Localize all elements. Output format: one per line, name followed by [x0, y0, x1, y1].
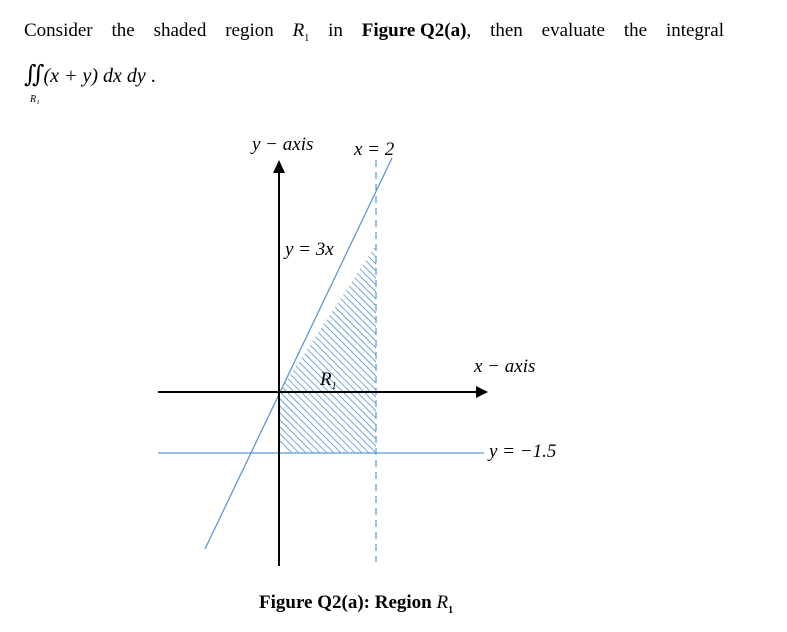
integral-region: R₁	[30, 94, 40, 105]
hatch-line	[450, 240, 670, 460]
hatch-line	[436, 240, 656, 460]
caption-region-letter: R	[436, 592, 449, 613]
line-y-3x	[205, 158, 392, 549]
hatch-line	[457, 240, 677, 460]
caption-text: Figure Q2(a): Region	[259, 592, 432, 613]
hatch-line	[373, 240, 593, 460]
integrand: (x + y) dx dy	[43, 65, 146, 87]
hatch-line	[345, 240, 565, 460]
hatch-line	[387, 240, 607, 460]
question-word: integral	[665, 20, 724, 41]
line-yneg-label: y = −1.5	[489, 441, 557, 462]
hatch-line	[100, 240, 320, 460]
question-word: Consider	[24, 20, 93, 41]
y-axis-arrow-icon	[273, 160, 285, 173]
hatch-line	[401, 240, 621, 460]
hatch-line	[114, 240, 334, 460]
question-word: the	[623, 20, 648, 41]
hatch-line	[394, 240, 614, 460]
question-word: then	[490, 20, 523, 41]
integral-dot: .	[150, 65, 156, 87]
integral-symbol: ∬	[24, 62, 39, 88]
region-label	[319, 369, 337, 392]
line-x2-label: x = 2	[354, 139, 395, 160]
figure-caption	[259, 592, 453, 616]
hatch-line	[415, 240, 635, 460]
figure-ref-text: Figure Q2(a)	[361, 20, 467, 41]
hatch-line	[464, 240, 684, 460]
x-axis-label: x − axis	[474, 356, 536, 377]
line-y3x-label: y = 3x	[285, 239, 334, 260]
hatch-line	[352, 240, 572, 460]
comma: ,	[466, 20, 472, 41]
region-subscript: 1	[304, 32, 310, 44]
region-letter: R	[292, 20, 305, 41]
region-label-sub: 1	[331, 381, 337, 392]
hatch-line	[107, 240, 327, 460]
question-word: region	[225, 20, 274, 41]
question-word: in	[328, 20, 343, 41]
hatch-line	[478, 240, 698, 460]
hatch-line	[443, 240, 663, 460]
hatch-line	[422, 240, 642, 460]
region-hatching	[79, 240, 698, 460]
hatch-line	[429, 240, 649, 460]
hatch-line	[366, 240, 586, 460]
hatch-line	[86, 240, 306, 460]
hatch-line	[408, 240, 628, 460]
question-word: shaded	[153, 20, 207, 41]
hatch-line	[359, 240, 579, 460]
hatch-line	[471, 240, 691, 460]
caption-region-sub: 1	[448, 604, 454, 616]
question-word: the	[111, 20, 135, 41]
hatch-line	[380, 240, 600, 460]
region-label-letter: R	[320, 369, 332, 390]
x-axis-arrow-icon	[476, 386, 488, 398]
hatch-line	[79, 240, 299, 460]
y-axis-label: y − axis	[252, 134, 314, 155]
question-word: evaluate	[541, 20, 605, 41]
